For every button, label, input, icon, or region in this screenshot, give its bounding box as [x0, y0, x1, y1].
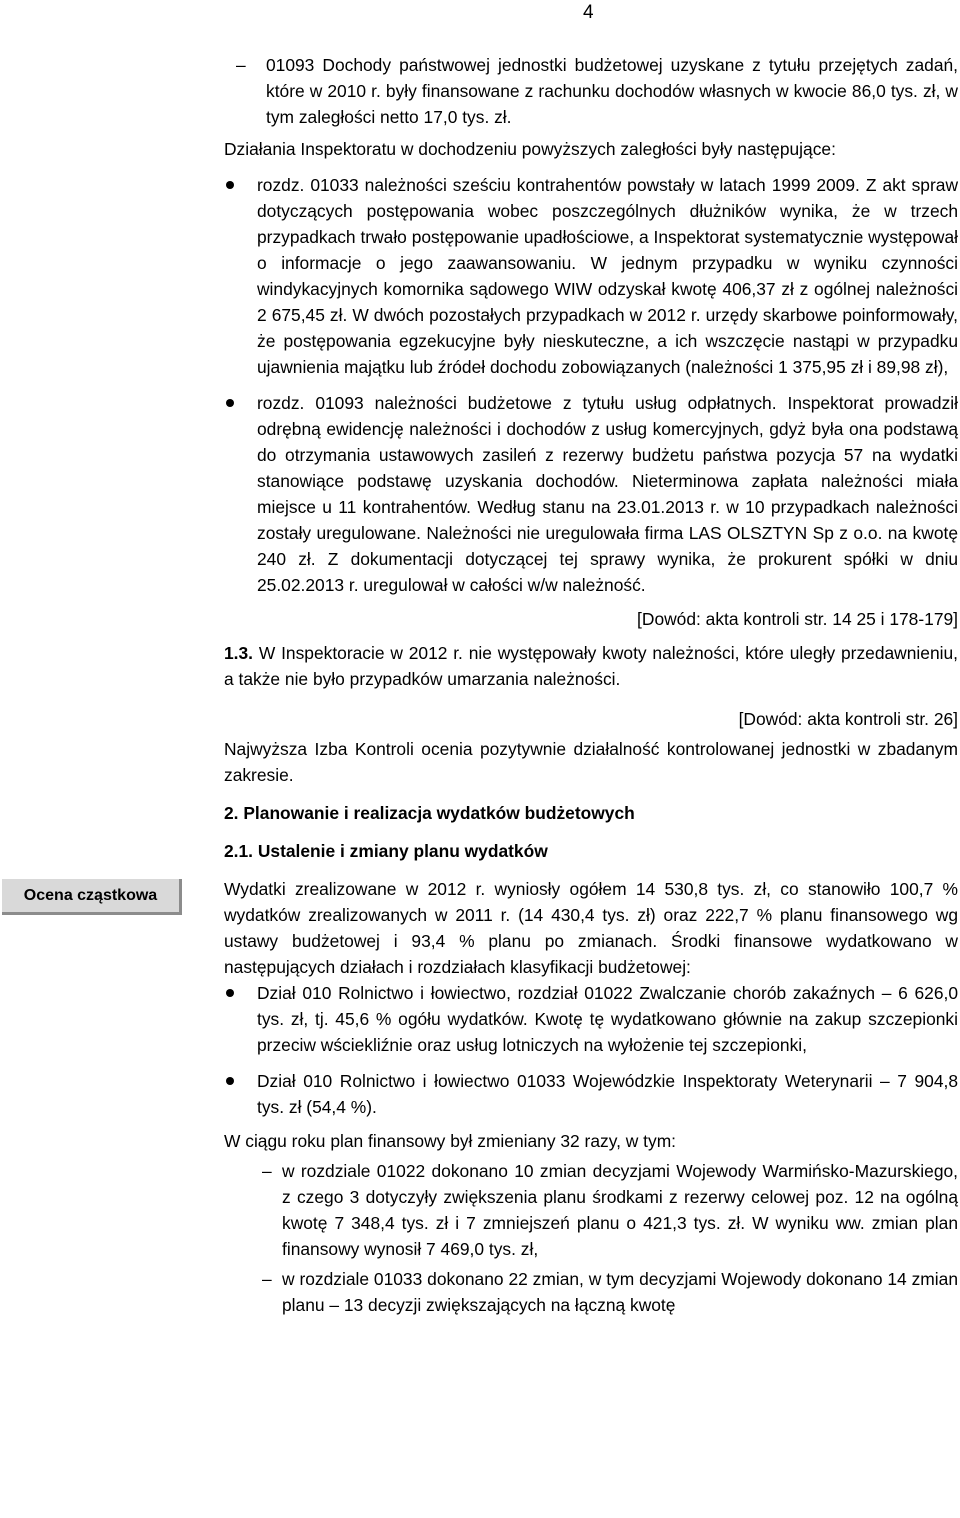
page-number: 4 — [583, 2, 594, 23]
section-1-3 — [224, 640, 958, 692]
expense-bullet-01022 — [224, 980, 958, 1058]
bullet-dot — [226, 181, 234, 189]
bullet-dot — [226, 1077, 234, 1085]
bullet-text: Dział 010 Rolnictwo i łowiectwo, rozdział 01022 Zwalczanie chorób zakaźnych – 6 626,0 tys. zł, tj. 45,6 % ogółu wydatków. Kwotę tę wydatkowano głównie na zakup szczepionki przeciw wściekliźnie oraz usług lotniczych na wyłożenie tej szczepionki, — [257, 983, 958, 1055]
bullet-item-01033 — [224, 172, 958, 380]
dash-mark: – — [262, 1269, 272, 1289]
evidence-reference: [Dowód: akta kontroli str. 14 25 i 178-179] — [637, 609, 958, 629]
section-number: 1.3. — [224, 643, 254, 663]
changes-intro: W ciągu roku plan finansowy był zmieniany 32 razy, w tym: — [224, 1131, 677, 1151]
section-heading-2-1: 2.1. Ustalenie i zmiany planu wydatków — [224, 841, 548, 861]
change-text: w rozdziale 01022 dokonano 10 zmian decyzjami Wojewody Warmińsko-Mazurskiego, z czego 3 dotyczyły zwiększenia planu środkami z rezerwy celowej poz. 12 na ogólną kwotę 7 348,4 tys. zł i 7 zmniejszeń planu o 421,3 tys. zł. W wyniku ww. zmian plan finansowy wynosił 7 469,0 tys. zł, — [282, 1161, 958, 1259]
assessment-text: Najwyższa Izba Kontroli ocenia pozytywnie działalność kontrolowanej jednostki w zbadanym zakresie. — [224, 739, 958, 785]
bullet-item-01093 — [224, 390, 958, 598]
change-item-01033 — [224, 1266, 958, 1318]
bullet-dot — [226, 989, 234, 997]
bullet-text: rozdz. 01033 należności sześciu kontrahentów powstały w latach 1999 2009. Z akt spraw dotyczących postępowania wobec poszczególnych dłużników wynika, że w trzech przypadkach trwało postępowanie upadłościowe, a Inspektorat systematycznie występował o informacje o jego zaawansowaniu. W jednym przypadku w wyniku czynności windykacyjnych komornika sądowego WIW odzyskał kwotę 406,37 zł z ogólnej należności 2 675,45 zł. W dwóch pozostałych przypadkach w 2012 r. urzędy skarbowe poinformowały, że postępowania egzekucyjne były nieskuteczne, a ich wszczęcie nastąpi w przypadku ujawnienia majątku lub źródeł dochodu zobowiązanych (należności 1 375,95 zł i 89,98 zł), — [257, 175, 958, 377]
dash-mark: – — [262, 1161, 272, 1181]
intro-dash-item — [224, 52, 958, 130]
section-heading-2: 2. Planowanie i realizacja wydatków budżetowych — [224, 803, 635, 823]
expense-bullet-01033 — [224, 1068, 958, 1120]
change-item-01022 — [224, 1158, 958, 1262]
actions-intro: Działania Inspektoratu w dochodzeniu powyższych zaległości były następujące: — [224, 139, 836, 159]
expenses-paragraph: Wydatki zrealizowane w 2012 r. wyniosły ogółem 14 530,8 tys. zł, co stanowiło 100,7 % wydatków zrealizowanych w 2011 r. (14 430,4 tys. zł) oraz 222,7 % planu finansowego wg ustawy budżetowej i 93,4 % planu po zmianach. Środki finansowe wydatkowano w następujących działach i rozdziałach klasyfikacji budżetowej: — [224, 879, 958, 977]
dash-mark: – — [236, 55, 246, 75]
bullet-text: rozdz. 01093 należności budżetowe z tytułu usług odpłatnych. Inspektorat prowadził odrębną ewidencję należności i dochodów z usług komercyjnych, gdyż była ona podstawą do otrzymania ustawowych zasileń z rezerwy budżetu państwa pozycja 57 na wydatki stanowiące podstawę uzyskania dochodów. Nieterminowa zapłata należności miała miejsce u 11 kontrahentów. Według stanu na 23.01.2013 r. w 10 przypadkach należności zostały uregulowane. Należności nie uregulowała firma LAS OLSZTYN Sp z o.o. na kwotę 240 zł. Z dokumentacji dotyczącej tej sprawy wynika, że prokurent spółki w dniu 25.02.2013 r. uregulował w całości w/w należność. — [257, 393, 958, 595]
intro-item-text: 01093 Dochody państwowej jednostki budżetowej uzyskane z tytułu przejętych zadań, które w 2010 r. były finansowane z rachunku dochodów własnych w kwocie 86,0 tys. zł, w tym zaległości netto 17,0 tys. zł. — [266, 55, 958, 127]
partial-assessment-label: Ocena cząstkowa — [2, 879, 182, 915]
bullet-dot — [226, 399, 234, 407]
change-text: w rozdziale 01033 dokonano 22 zmian, w tym decyzjami Wojewody dokonano 14 zmian planu – 13 decyzji zwiększających na łączną kwotę — [282, 1269, 958, 1315]
evidence-reference: [Dowód: akta kontroli str. 26] — [738, 709, 958, 729]
document-body — [224, 52, 958, 1318]
bullet-text: Dział 010 Rolnictwo i łowiectwo 01033 Wojewódzkie Inspektoraty Weterynarii – 7 904,8 tys. zł (54,4 %). — [257, 1071, 958, 1117]
section-text: W Inspektoracie w 2012 r. nie występowały kwoty należności, które uległy przedawnieniu, a także nie było przypadków umarzania należności. — [224, 643, 958, 689]
